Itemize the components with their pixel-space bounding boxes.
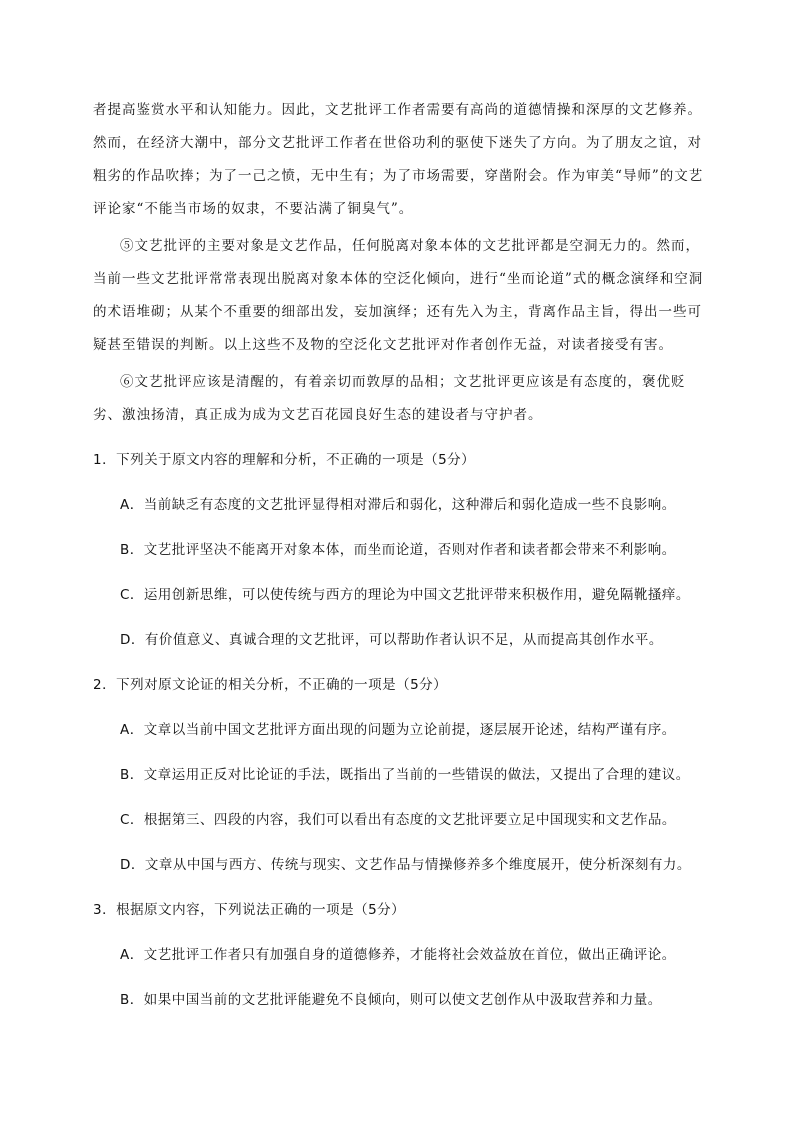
option-a: A．文艺批评工作者只有加强自身的道德修养，才能将社会效益放在首位，做出正确评论。: [120, 947, 676, 963]
option-c: C．运用创新思维，可以使传统与西方的理论为中国文艺批评带来积极作用，避免隔靴搔痒。: [120, 587, 690, 603]
question-3: [93, 888, 704, 1023]
question-stem: 2．下列对原文论证的相关分析，不正确的一项是（5分）: [93, 677, 448, 693]
question-stem: 3．根据原文内容，下列说法正确的一项是（5分）: [93, 902, 406, 918]
option-b: B．文章运用正反对比论证的手法，既指出了当前的一些错误的做法，又提出了合理的建议。: [120, 767, 690, 783]
question-1: [93, 438, 704, 663]
passage-paragraph-5: ⑤文艺批评的主要对象是文艺作品，任何脱离对象本体的文艺批评都是空洞无力的。然而，当前一些文艺批评常常表现出脱离对象本体的空泛化倾向，进行“坐而论道”式的概念演绎和空洞的术语堆砌；从某个不重要的细部出发，妄加演绎；还有先入为主，背离作品主旨，得出一些可疑甚至错误的判断。以上这些不及物的空泛化文艺批评对作者创作无益，对读者接受有害。: [93, 238, 704, 353]
option-b: B．如果中国当前的文艺批评能避免不良倾向，则可以使文艺创作从中汲取营养和力量。: [120, 992, 662, 1008]
reading-passage: [93, 94, 704, 432]
passage-paragraph-6: ⑥文艺批评应该是清醒的，有着亲切而敦厚的品相；文艺批评更应该是有态度的，褒优贬劣、激浊扬清，真正成为成为文艺百花园良好生态的建设者与守护者。: [93, 374, 686, 423]
option-a: A．文章以当前中国文艺批评方面出现的问题为立论前提，逐层展开论述，结构严谨有序。: [120, 722, 676, 738]
passage-paragraph-continued: 者提高鉴赏水平和认知能力。因此，文艺批评工作者需要有高尚的道德情操和深厚的文艺修养。然而，在经济大潮中，部分文艺批评工作者在世俗功利的驱使下迷失了方向。为了朋友之谊，对粗劣的作品吹捧；为了一己之愤，无中生有；为了市场需要，穿凿附会。作为审美“导师”的文艺评论家“不能当市场的奴隶，不要沾满了铜臭气”。: [93, 102, 704, 217]
question-stem: 1．下列关于原文内容的理解和分析，不正确的一项是（5分）: [93, 452, 476, 468]
option-d: D．有价值意义、真诚合理的文艺批评，可以帮助作者认识不足，从而提高其创作水平。: [120, 632, 663, 648]
option-d: D．文章从中国与西方、传统与现实、文艺作品与情操修养多个维度展开，使分析深刻有力。: [120, 857, 691, 873]
question-list: [93, 438, 704, 1023]
option-a: A．当前缺乏有态度的文艺批评显得相对滞后和弱化，这种滞后和弱化造成一些不良影响。: [120, 497, 676, 513]
option-c: C．根据第三、四段的内容，我们可以看出有态度的文艺批评要立足中国现实和文艺作品。: [120, 812, 676, 828]
option-b: B．文艺批评坚决不能离开对象本体，而坐而论道，否则对作者和读者都会带来不利影响。: [120, 542, 676, 558]
question-2: [93, 663, 704, 888]
